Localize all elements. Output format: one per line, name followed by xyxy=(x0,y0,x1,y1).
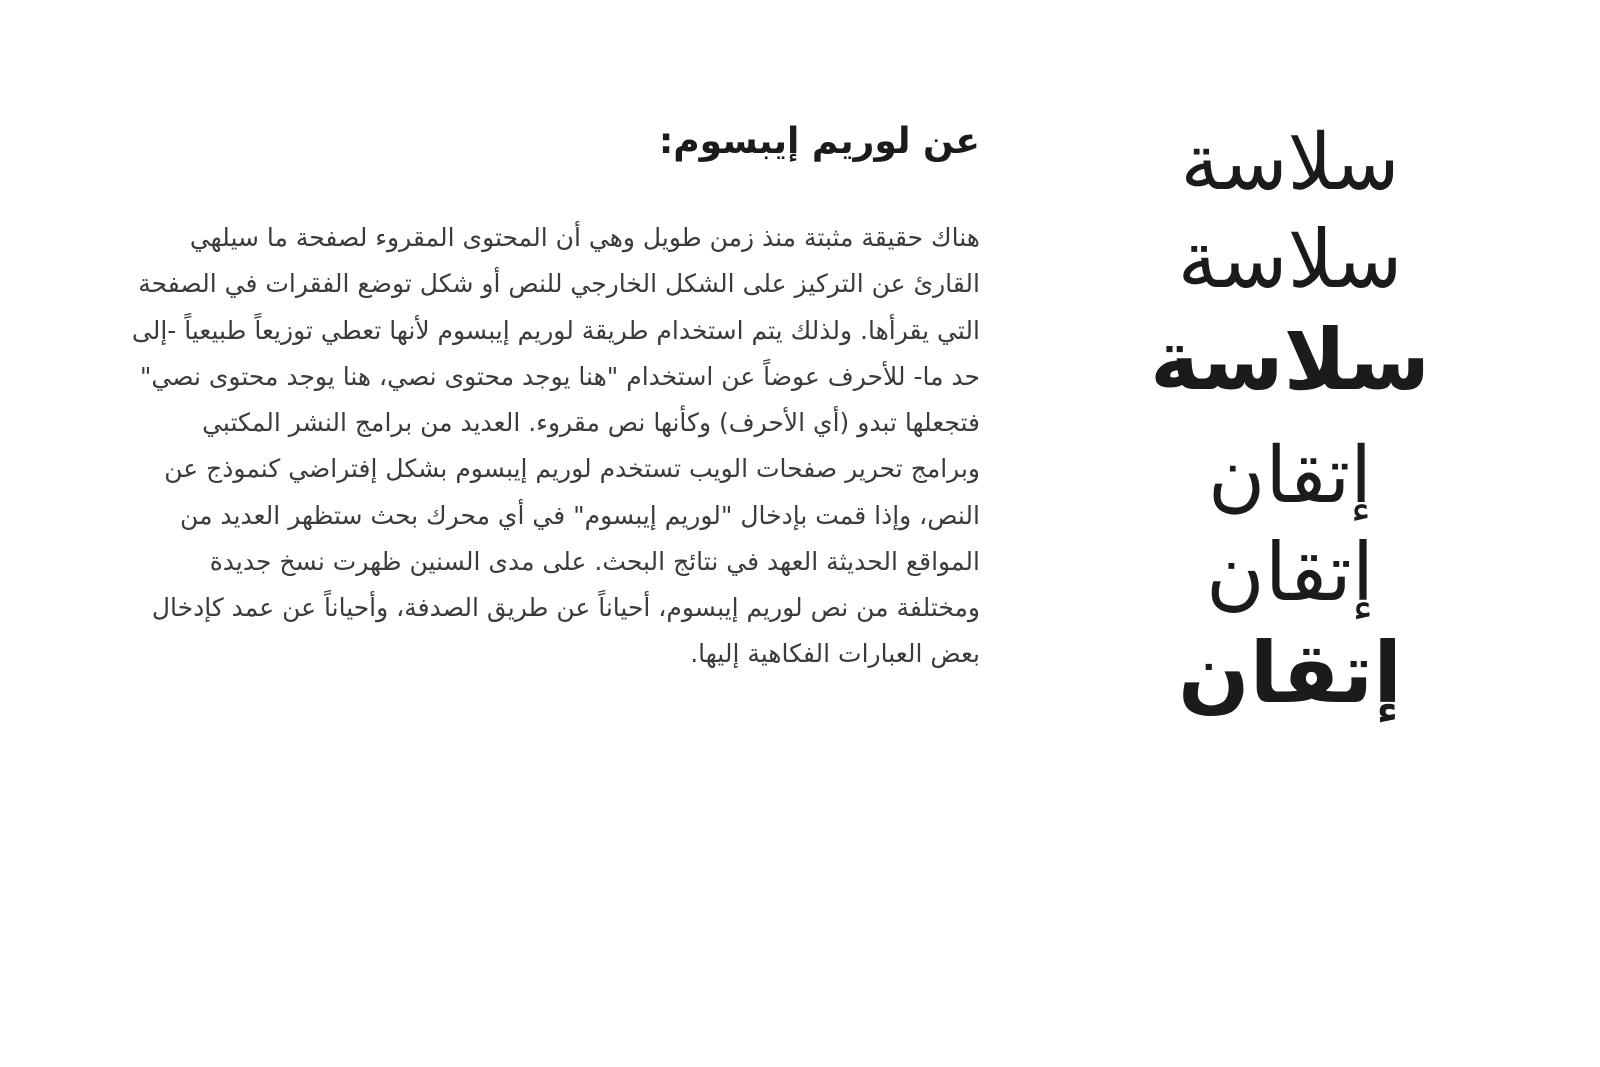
weight-sample-salasa-light: سلاسة xyxy=(1180,118,1400,208)
specimen-paragraph: هناك حقيقة مثبتة منذ زمن طويل وهي أن المحتوى المقروء لصفحة ما سيلهي القارئ عن التركيز على الشكل الخارجي للنص أو شكل توضع الفقرات في الصفحة التي يقرأها. ولذلك يتم استخدام طريقة لوريم إيبسوم لأنها تعطي توزيعاً طبيعياً -إلى حد ما- للأحرف عوضاً عن استخدام "هنا يوجد محتوى نصي، هنا يوجد محتوى نصي" فتجعلها تبدو (أي الأحرف) وكأنها نص مقروء. العديد من برامج النشر المكتبي وبرامج تحرير صفحات الويب تستخدم لوريم إيبسوم بشكل إفتراضي كنموذج عن النص، وإذا قمت بإدخال "لوريم إيبسوم" في أي محرك بحث ستظهر العديد من المواقع الحديثة العهد في نتائج البحث. على مدى السنين ظهرت نسخ جديدة ومختلفة من نص لوريم إيبسوم، أحياناً عن طريق الصدفة، وأحياناً عن عمد كإدخال بعض العبارات الفكاهية إليها. xyxy=(131,223,980,669)
weight-samples-column xyxy=(1080,120,1500,720)
weight-sample-itqan-bold: إتقان xyxy=(1177,623,1403,722)
weight-sample-itqan-regular: إتقان xyxy=(1205,526,1375,620)
weight-sample-itqan-light: إتقان xyxy=(1208,431,1372,522)
weight-sample-salasa-regular: سلاسة xyxy=(1177,213,1403,307)
specimen-text-block xyxy=(130,120,980,678)
page-title: عن لوريم إيبسوم: xyxy=(658,121,980,162)
weight-sample-salasa-bold: سلاسة xyxy=(1150,310,1430,409)
